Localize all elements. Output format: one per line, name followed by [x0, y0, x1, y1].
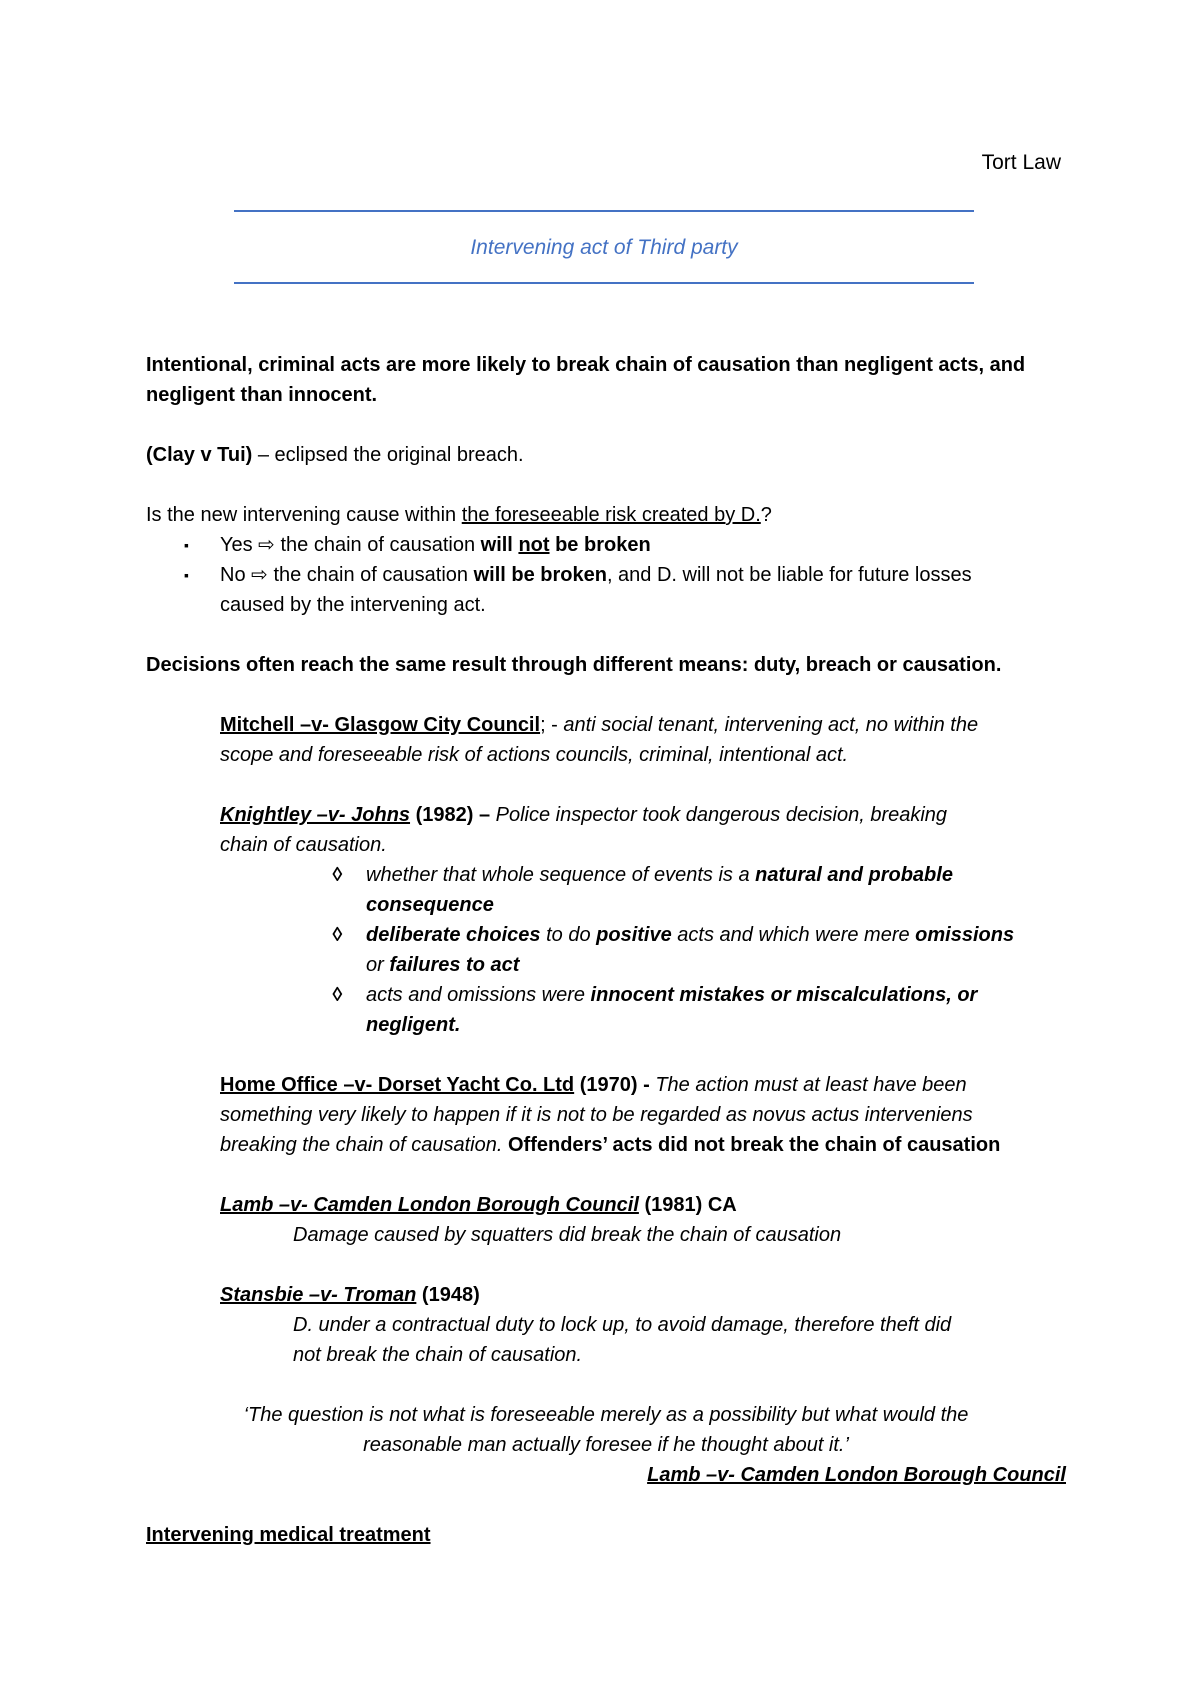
intro-paragraph: Intentional, criminal acts are more likely to break chain of causation than negligent acts, and negligent than innocent.: [146, 354, 1026, 406]
case-knightley: Knightley –v- Johns (1982) – Police inspector took dangerous decision, breaking chain of causation.: [220, 804, 948, 856]
diamond-bullet-icon: ◊: [332, 864, 342, 886]
document-body: [146, 350, 1066, 1550]
section-heading: Intervening medical treatment: [146, 1524, 431, 1546]
list-item: ▪ Yes ⇨ the chain of causation will not be broken: [220, 530, 1066, 560]
case-lamb-summary: Damage caused by squatters did break the chain of causation: [293, 1224, 842, 1246]
title-rule-bottom: [234, 282, 974, 284]
case-mitchell: Mitchell –v- Glasgow City Council; - anti social tenant, intervening act, no within the scope and foreseeable risk of actions councils, criminal, intentional act.: [220, 714, 979, 766]
case-home-office: Home Office –v- Dorset Yacht Co. Ltd (1970) - The action must at least have been something very likely to happen if it is not to be regarded as novus actus interveniens breaking the chain of causation. Offenders’ acts did not break the chain of causation: [220, 1074, 1001, 1156]
document-header: Tort Law: [981, 151, 1061, 174]
diamond-bullet-icon: ◊: [332, 984, 342, 1006]
bullet-square-icon: ▪: [184, 537, 189, 553]
case-name: Stansbie –v- Troman: [220, 1284, 417, 1306]
diamond-bullet-icon: ◊: [332, 924, 342, 946]
foreseeable-question: Is the new intervening cause within the foreseeable risk created by D.?: [146, 504, 772, 526]
question-list: [146, 530, 1066, 620]
knightley-points: [146, 860, 1066, 1040]
case-stansbie: Stansbie –v- Troman (1948): [220, 1284, 480, 1306]
list-item: ◊ acts and omissions were innocent mistakes or miscalculations, or negligent.: [366, 980, 1066, 1040]
case-lamb: Lamb –v- Camden London Borough Council (1981) CA: [220, 1194, 737, 1216]
title-rule-top: [234, 210, 974, 212]
decisions-paragraph: Decisions often reach the same result through different means: duty, breach or causation.: [146, 654, 1002, 676]
case-name: (Clay v Tui): [146, 444, 253, 466]
list-item: ▪ No ⇨ the chain of causation will be broken, and D. will not be liable for future losses caused by the intervening act.: [220, 560, 1066, 620]
list-item: ◊ deliberate choices to do positive acts and which were mere omissions or failures to act: [366, 920, 1066, 980]
clay-paragraph: (Clay v Tui) – eclipsed the original breach.: [146, 444, 524, 466]
judicial-quote: ‘The question is not what is foreseeable merely as a possibility but what would the reasonable man actually foresee if he thought about it.’: [243, 1404, 969, 1456]
bullet-square-icon: ▪: [184, 567, 189, 583]
case-name: Lamb –v- Camden London Borough Council: [220, 1194, 639, 1216]
case-name: Home Office –v- Dorset Yacht Co. Ltd: [220, 1074, 575, 1096]
case-stansbie-summary: D. under a contractual duty to lock up, to avoid damage, therefore theft did not break the chain of causation.: [293, 1314, 952, 1366]
section-subtitle: Intervening act of Third party: [470, 236, 738, 259]
list-item: ◊ whether that whole sequence of events is a natural and probable consequence: [366, 860, 1066, 920]
case-name: Mitchell –v- Glasgow City Council: [220, 714, 541, 736]
case-name: Knightley –v- Johns: [220, 804, 411, 826]
quote-source: Lamb –v- Camden London Borough Council: [647, 1464, 1066, 1486]
